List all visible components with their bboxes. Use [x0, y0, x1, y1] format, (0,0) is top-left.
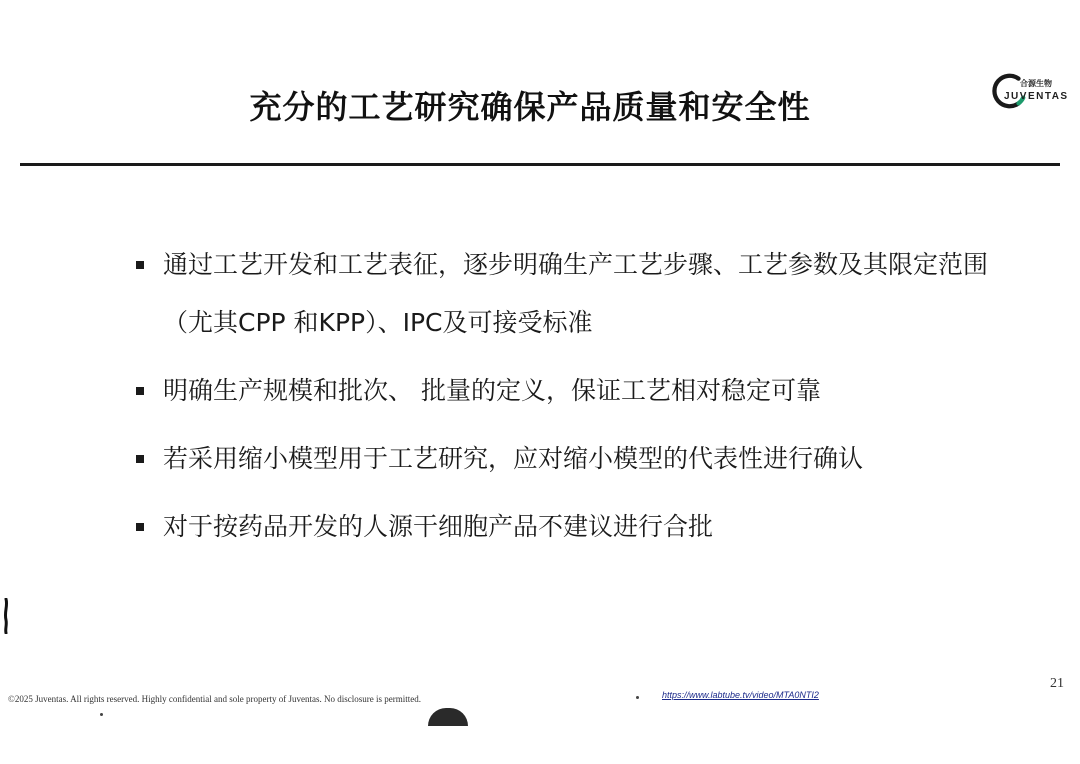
- bullet-list: [134, 236, 994, 566]
- bullet-item: [134, 236, 994, 352]
- bullet-item: [134, 498, 994, 556]
- side-scribble-mark: [2, 598, 10, 634]
- logo-en-name: JUVENTAS: [1004, 91, 1069, 102]
- page-number: 21: [1050, 676, 1064, 691]
- logo-cn-name: 合源生物: [1020, 79, 1052, 88]
- bullet-square-icon: [136, 455, 144, 463]
- bullet-text: 对于按药品开发的人源干细胞产品不建议进行合批: [163, 512, 714, 541]
- bullet-text: 通过工艺开发和工艺表征，逐步明确生产工艺步骤、工艺参数及其限定范围（尤其CPP 和KPP）、IPC及可接受标准: [163, 250, 989, 337]
- video-source-link[interactable]: https://www.labtube.tv/video/MTA0NTI2: [662, 690, 819, 700]
- bullet-item: [134, 362, 994, 420]
- bullet-square-icon: [136, 523, 144, 531]
- bullet-text: 若采用缩小模型用于工艺研究，应对缩小模型的代表性进行确认: [163, 444, 864, 473]
- title-divider: [20, 163, 1060, 166]
- bullet-item: [134, 430, 994, 488]
- bullet-text: 明确生产规模和批次、 批量的定义，保证工艺相对稳定可靠: [163, 376, 821, 405]
- bottom-dark-artifact: [428, 708, 468, 726]
- artifact-dot: [636, 696, 639, 699]
- artifact-dot: [100, 713, 103, 716]
- bullet-square-icon: [136, 261, 144, 269]
- bullet-square-icon: [136, 387, 144, 395]
- juventas-logo: [988, 70, 1068, 118]
- slide-title: 充分的工艺研究确保产品质量和安全性: [249, 88, 811, 126]
- copyright-notice: ©2025 Juventas. All rights reserved. Highly confidential and sole property of Juventas. No disclosure is permitted.: [8, 694, 422, 704]
